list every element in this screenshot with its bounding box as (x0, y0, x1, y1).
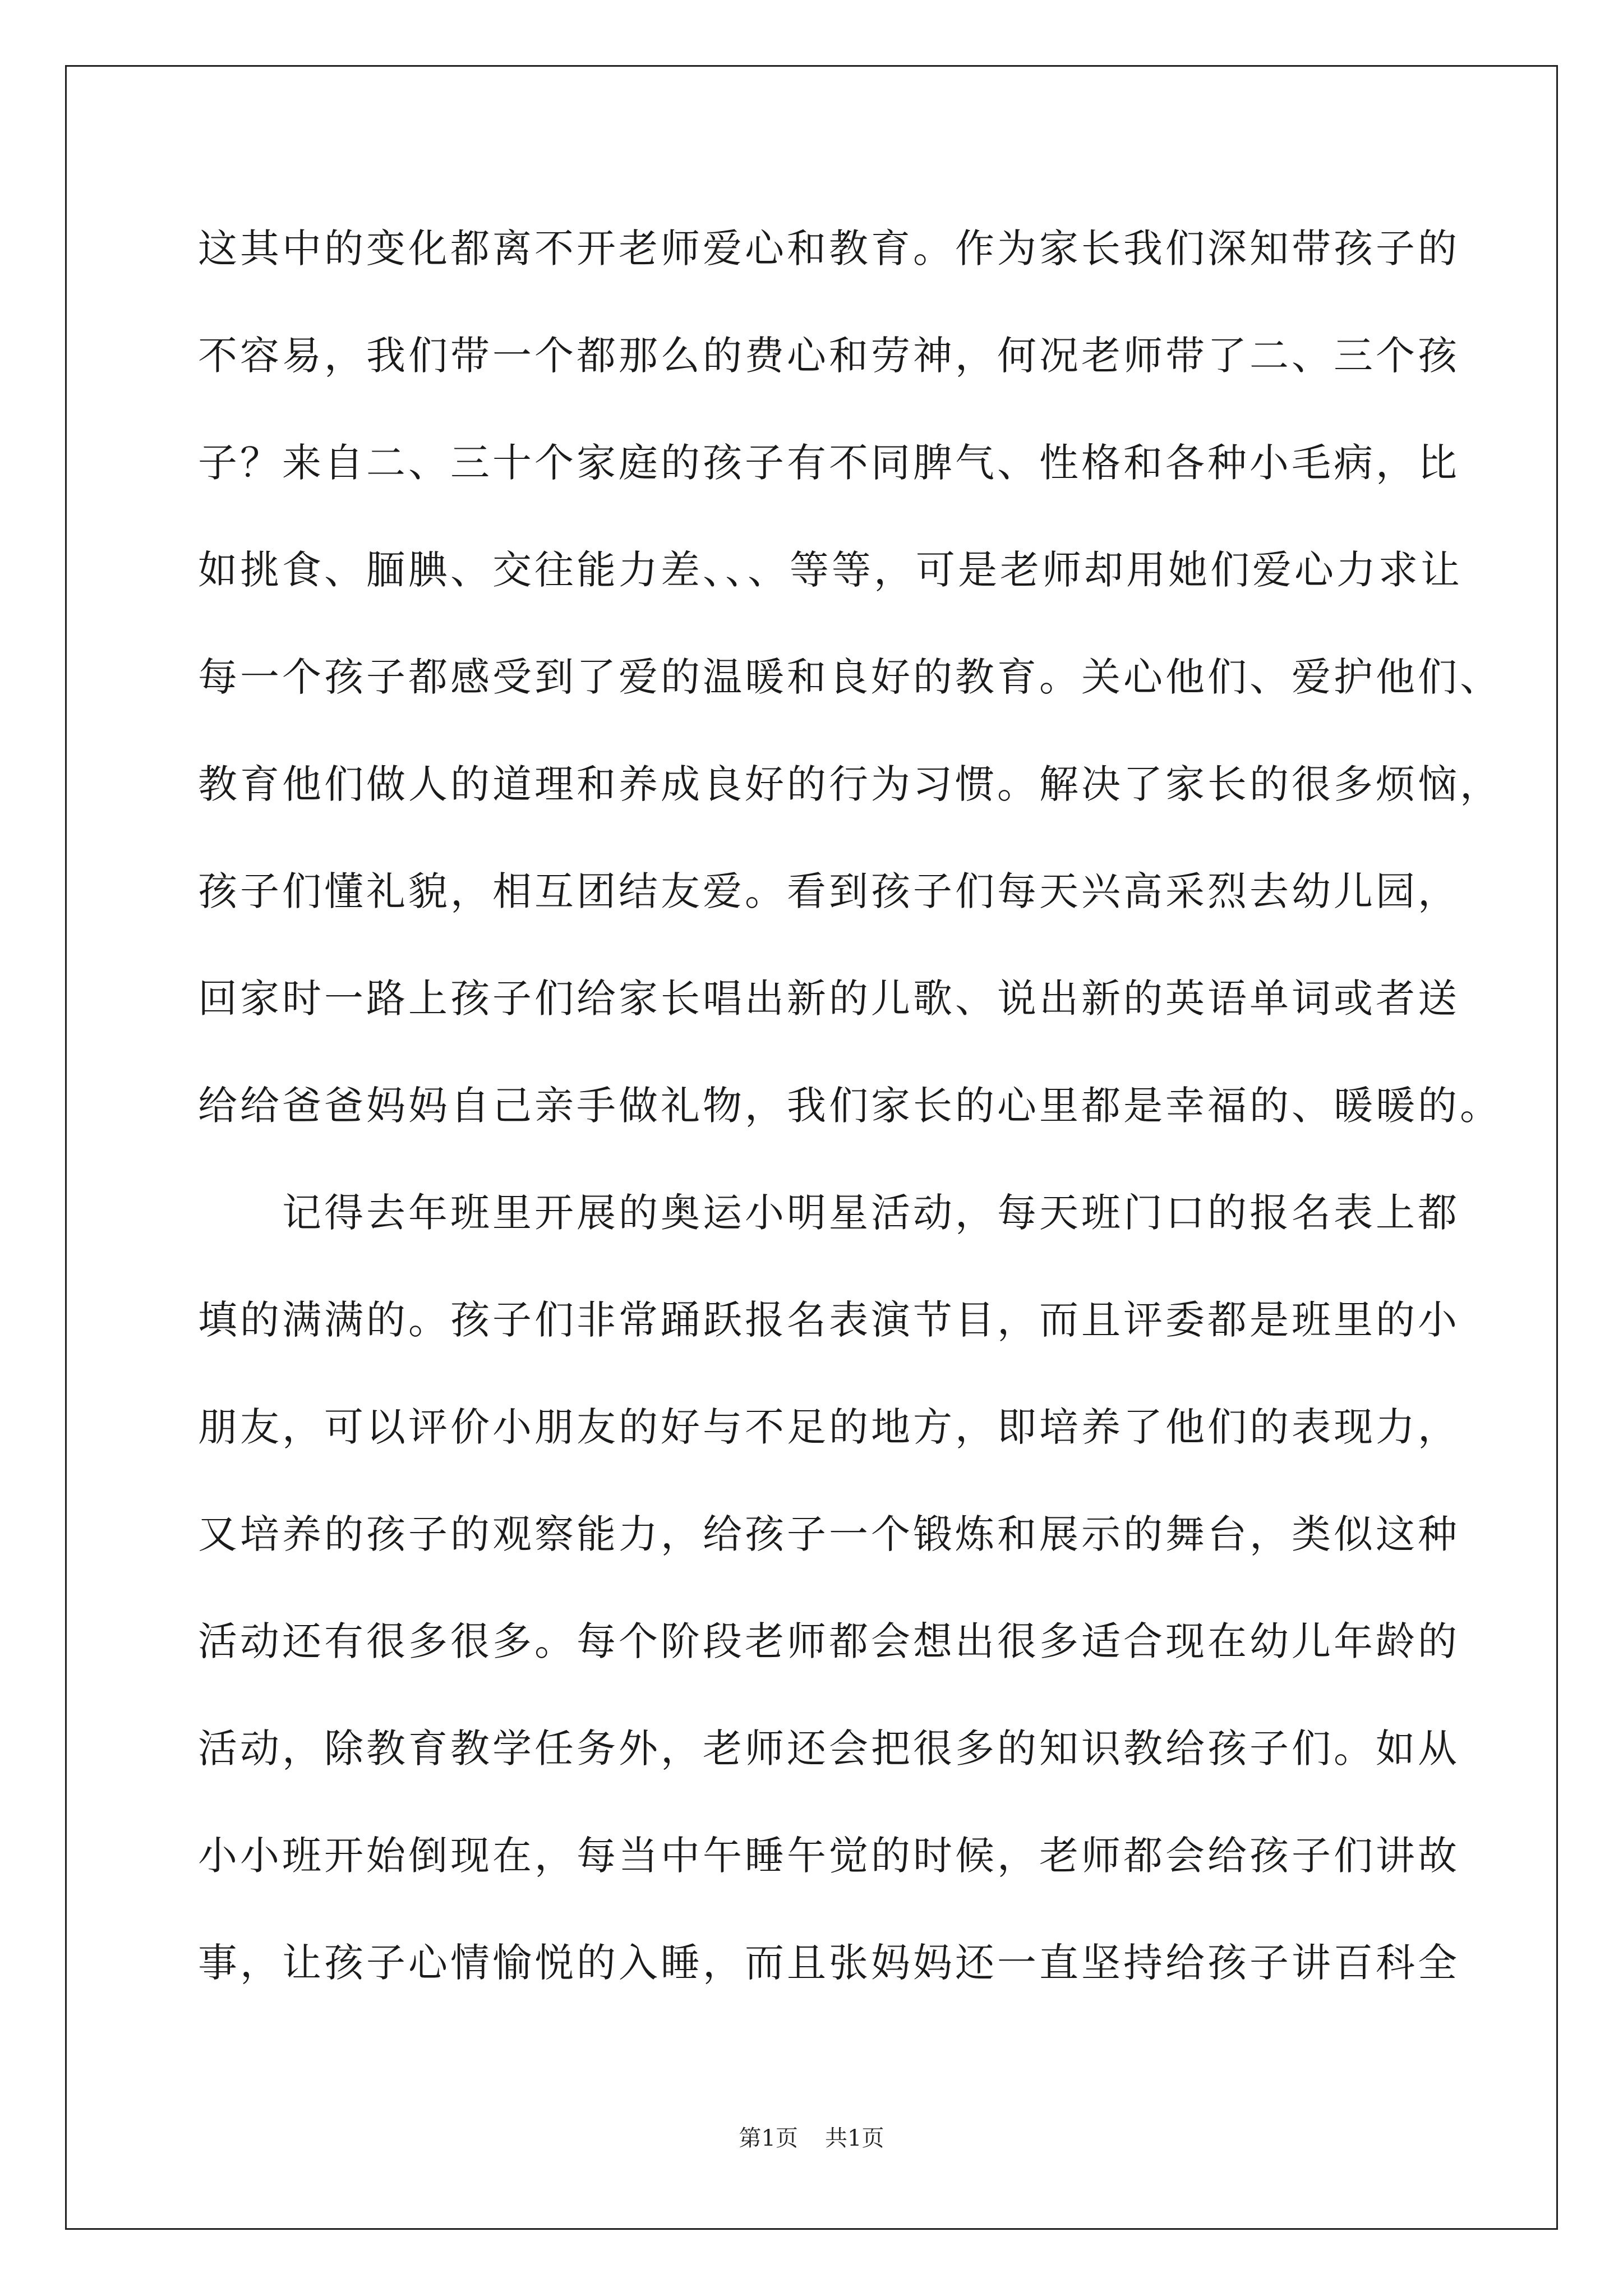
text-line: 活动，除教育教学任务外，老师还会把很多的知识教给孩子们。如从 (198, 1726, 1460, 1772)
text-line: 朋友，可以评价小朋友的好与不足的地方，即培养了他们的表现力， (198, 1404, 1460, 1450)
text-line: 记得去年班里开展的奥运小明星活动，每天班门口的报名表上都 (198, 1190, 1460, 1236)
text-line: 活动还有很多很多。每个阶段老师都会想出很多适合现在幼儿年龄的 (198, 1618, 1460, 1664)
text-line: 教育他们做人的道理和养成良好的行为习惯。解决了家长的很多烦恼， (198, 761, 1502, 807)
page-number: 第1页 (739, 2125, 798, 2151)
text-line: 小小班开始倒现在，每当中午睡午觉的时候，老师都会给孩子们讲故 (198, 1833, 1460, 1879)
text-line: 每一个孩子都感受到了爱的温暖和良好的教育。关心他们、爱护他们、 (198, 654, 1502, 700)
document-body (198, 218, 1502, 2039)
text-line: 事，让孩子心情愉悦的入睡，而且张妈妈还一直坚持给孩子讲百科全 (198, 1940, 1460, 1986)
text-line: 不容易，我们带一个都那么的费心和劳神，何况老师带了二、三个孩 (198, 333, 1460, 379)
text-line: 回家时一路上孩子们给家长唱出新的儿歌、说出新的英语单词或者送 (198, 976, 1460, 1022)
text-line: 这其中的变化都离不开老师爱心和教育。作为家长我们深知带孩子的 (198, 226, 1460, 272)
page-total: 共1页 (825, 2125, 884, 2151)
text-line: 如挑食、腼腆、交往能力差、、、等等，可是老师却用她们爱心力求让 (198, 547, 1463, 593)
text-line: 填的满满的。孩子们非常踊跃报名表演节目，而且评委都是班里的小 (198, 1297, 1460, 1343)
text-line: 又培养的孩子的观察能力，给孩子一个锻炼和展示的舞台，类似这种 (198, 1511, 1460, 1557)
text-line: 孩子们懂礼貌，相互团结友爱。看到孩子们每天兴高采烈去幼儿园， (198, 868, 1460, 914)
text-line: 子？来自二、三十个家庭的孩子有不同脾气、性格和各种小毛病，比 (198, 440, 1460, 486)
text-line: 给给爸爸妈妈自己亲手做礼物，我们家长的心里都是幸福的、暖暖的。 (198, 1083, 1502, 1129)
page-footer (0, 2120, 1623, 2152)
